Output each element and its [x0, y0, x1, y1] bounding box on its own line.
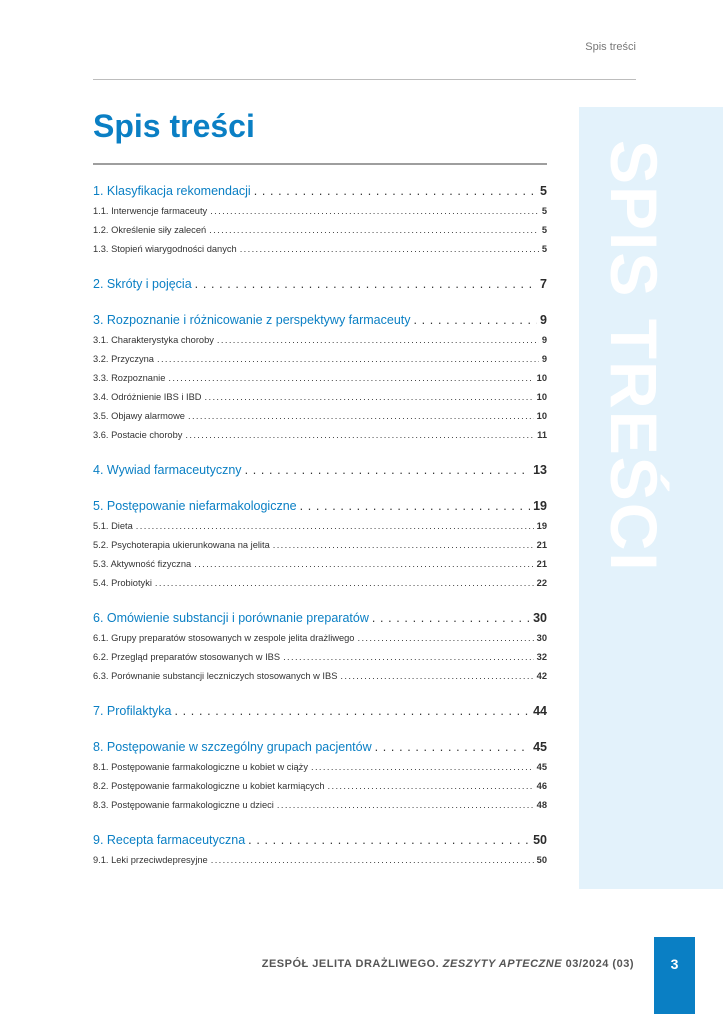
toc-section-label: 7. Profilaktyka	[93, 704, 172, 718]
section-gap	[93, 445, 547, 460]
toc-subsection-entry[interactable]	[93, 202, 547, 221]
toc-section-page: 5	[540, 184, 547, 198]
top-divider	[93, 79, 636, 80]
toc-section-page: 13	[533, 463, 547, 477]
toc-subsection-page: 19	[536, 521, 547, 531]
toc-subsection-label: 8.2. Postępowanie farmakologiczne u kobiet karmiących	[93, 781, 325, 791]
toc-subsection-entry[interactable]	[93, 758, 547, 777]
toc-leader-dots	[175, 701, 531, 722]
toc-section-entry[interactable]	[93, 310, 547, 331]
toc-subsection-entry[interactable]	[93, 536, 547, 555]
toc-leader-dots	[328, 777, 534, 796]
toc-section-label: 8. Postępowanie w szczególny grupach pacjentów	[93, 740, 372, 754]
toc-leader-dots	[372, 608, 530, 629]
page-title: Spis treści	[93, 108, 255, 144]
section-gap	[93, 593, 547, 608]
toc-leader-dots	[340, 667, 533, 686]
title-divider	[93, 163, 547, 165]
toc-section-label: 4. Wywiad farmaceutyczny	[93, 463, 242, 477]
toc-subsection-page: 46	[536, 781, 547, 791]
toc-subsection-label: 3.4. Odróżnienie IBS i IBD	[93, 392, 202, 402]
toc-subsection-entry[interactable]	[93, 331, 547, 350]
running-head: Spis treści	[585, 41, 636, 53]
toc-subsection-label: 8.3. Postępowanie farmakologiczne u dzieci	[93, 800, 274, 810]
toc-leader-dots	[248, 830, 530, 851]
toc-subsection-entry[interactable]	[93, 240, 547, 259]
section-gap	[93, 481, 547, 496]
toc-section-entry[interactable]	[93, 274, 547, 295]
toc-subsection-label: 3.5. Objawy alarmowe	[93, 411, 185, 421]
toc-subsection-label: 3.6. Postacie choroby	[93, 430, 183, 440]
toc-section-entry[interactable]	[93, 830, 547, 851]
toc-subsection-label: 3.1. Charakterystyka choroby	[93, 335, 214, 345]
toc-subsection-entry[interactable]	[93, 517, 547, 536]
toc-section-entry[interactable]	[93, 701, 547, 722]
toc-subsection-page: 21	[536, 559, 547, 569]
toc-leader-dots	[217, 331, 539, 350]
toc-subsection-page: 5	[541, 206, 547, 216]
toc-subsection-page: 10	[536, 411, 547, 421]
toc-subsection-page: 9	[541, 335, 547, 345]
toc-subsection-page: 9	[541, 354, 547, 364]
toc-subsection-label: 5.2. Psychoterapia ukierunkowana na jelita	[93, 540, 270, 550]
toc-subsection-entry[interactable]	[93, 629, 547, 648]
toc-subsection-entry[interactable]	[93, 221, 547, 240]
section-gap	[93, 259, 547, 274]
toc-subsection-page: 5	[541, 225, 547, 235]
toc-subsection-entry[interactable]	[93, 388, 547, 407]
toc-leader-dots	[273, 536, 534, 555]
toc-section-page: 19	[533, 499, 547, 513]
toc-subsection-entry[interactable]	[93, 796, 547, 815]
toc-section-label: 9. Recepta farmaceutyczna	[93, 833, 246, 847]
toc-subsection-entry[interactable]	[93, 407, 547, 426]
toc-leader-dots	[136, 517, 534, 536]
toc-subsection-label: 6.2. Przegląd preparatów stosowanych w IBS	[93, 652, 281, 662]
toc-subsection-label: 5.4. Probiotyki	[93, 578, 152, 588]
toc-section-label: 6. Omówienie substancji i porównanie preparatów	[93, 611, 369, 625]
toc-subsection-label: 8.1. Postępowanie farmakologiczne u kobiet w ciąży	[93, 762, 308, 772]
toc-leader-dots	[277, 796, 534, 815]
toc-subsection-entry[interactable]	[93, 574, 547, 593]
toc-subsection-label: 6.3. Porównanie substancji leczniczych stosowanych w IBS	[93, 671, 338, 681]
toc-leader-dots	[414, 310, 538, 331]
toc-leader-dots	[195, 274, 537, 295]
toc-leader-dots	[283, 648, 534, 667]
toc-subsection-entry[interactable]	[93, 851, 547, 870]
toc-leader-dots	[185, 426, 534, 445]
toc-subsection-page: 11	[537, 430, 547, 440]
toc-subsection-label: 1.1. Interwencje farmaceuty	[93, 206, 208, 216]
toc-leader-dots	[311, 758, 534, 777]
toc-section-label: 5. Postępowanie niefarmakologiczne	[93, 499, 297, 513]
table-of-contents	[93, 181, 547, 870]
toc-subsection-entry[interactable]	[93, 667, 547, 686]
toc-subsection-page: 21	[536, 540, 547, 550]
toc-subsection-label: 3.3. Rozpoznanie	[93, 373, 166, 383]
toc-section-page: 50	[533, 833, 547, 847]
toc-section-entry[interactable]	[93, 181, 547, 202]
toc-leader-dots	[245, 460, 531, 481]
toc-subsection-label: 6.1. Grupy preparatów stosowanych w zespole jelita drażliwego	[93, 633, 355, 643]
toc-subsection-label: 1.2. Określenie siły zaleceń	[93, 225, 207, 235]
toc-section-page: 7	[540, 277, 547, 291]
footer-title: ZESPÓŁ JELITA DRAŻLIWEGO.	[261, 958, 440, 970]
toc-subsection-page: 10	[536, 392, 547, 402]
side-label: SPIS TREŚCI	[597, 140, 671, 573]
footer-issue: 03/2024 (03)	[565, 958, 634, 970]
toc-leader-dots	[300, 496, 530, 517]
section-gap	[93, 686, 547, 701]
toc-section-label: 3. Rozpoznanie i różnicowanie z perspektywy farmaceuty	[93, 313, 411, 327]
toc-subsection-entry[interactable]	[93, 555, 547, 574]
toc-subsection-page: 10	[536, 373, 547, 383]
toc-subsection-label: 3.2. Przyczyna	[93, 354, 154, 364]
toc-leader-dots	[205, 388, 534, 407]
toc-section-page: 44	[533, 704, 547, 718]
toc-subsection-label: 9.1. Leki przeciwdepresyjne	[93, 855, 208, 865]
toc-subsection-label: 5.3. Aktywność fizyczna	[93, 559, 192, 569]
toc-leader-dots	[209, 221, 539, 240]
section-gap	[93, 815, 547, 830]
toc-leader-dots	[357, 629, 533, 648]
toc-subsection-entry[interactable]	[93, 648, 547, 667]
toc-subsection-page: 50	[536, 855, 547, 865]
footer-publication	[262, 958, 634, 970]
toc-leader-dots	[210, 202, 539, 221]
toc-subsection-page: 30	[536, 633, 547, 643]
toc-leader-dots	[194, 555, 533, 574]
toc-leader-dots	[155, 574, 534, 593]
toc-subsection-page: 45	[536, 762, 547, 772]
page-number-box	[654, 937, 695, 1014]
section-gap	[93, 295, 547, 310]
toc-subsection-label: 5.1. Dieta	[93, 521, 133, 531]
toc-leader-dots	[157, 350, 539, 369]
toc-section-entry[interactable]	[93, 737, 547, 758]
page-number: 3	[670, 956, 679, 972]
toc-leader-dots	[254, 181, 537, 202]
toc-section-label: 1. Klasyfikacja rekomendacji	[93, 184, 251, 198]
toc-section-entry[interactable]	[93, 460, 547, 481]
toc-leader-dots	[188, 407, 534, 426]
section-gap	[93, 722, 547, 737]
toc-section-entry[interactable]	[93, 496, 547, 517]
toc-subsection-entry[interactable]	[93, 777, 547, 796]
toc-subsection-entry[interactable]	[93, 350, 547, 369]
toc-leader-dots	[211, 851, 534, 870]
toc-subsection-entry[interactable]	[93, 426, 547, 445]
toc-leader-dots	[240, 240, 539, 259]
toc-subsection-page: 32	[536, 652, 547, 662]
toc-section-label: 2. Skróty i pojęcia	[93, 277, 192, 291]
toc-section-entry[interactable]	[93, 608, 547, 629]
toc-section-page: 45	[533, 740, 547, 754]
toc-subsection-page: 22	[536, 578, 547, 588]
toc-leader-dots	[375, 737, 530, 758]
toc-subsection-page: 48	[536, 800, 547, 810]
toc-subsection-entry[interactable]	[93, 369, 547, 388]
toc-subsection-page: 5	[541, 244, 547, 254]
toc-section-page: 9	[540, 313, 547, 327]
toc-leader-dots	[168, 369, 533, 388]
footer-series: ZESZYTY APTECZNE	[442, 958, 563, 970]
toc-subsection-label: 1.3. Stopień wiarygodności danych	[93, 244, 237, 254]
toc-subsection-page: 42	[536, 671, 547, 681]
toc-section-page: 30	[533, 611, 547, 625]
